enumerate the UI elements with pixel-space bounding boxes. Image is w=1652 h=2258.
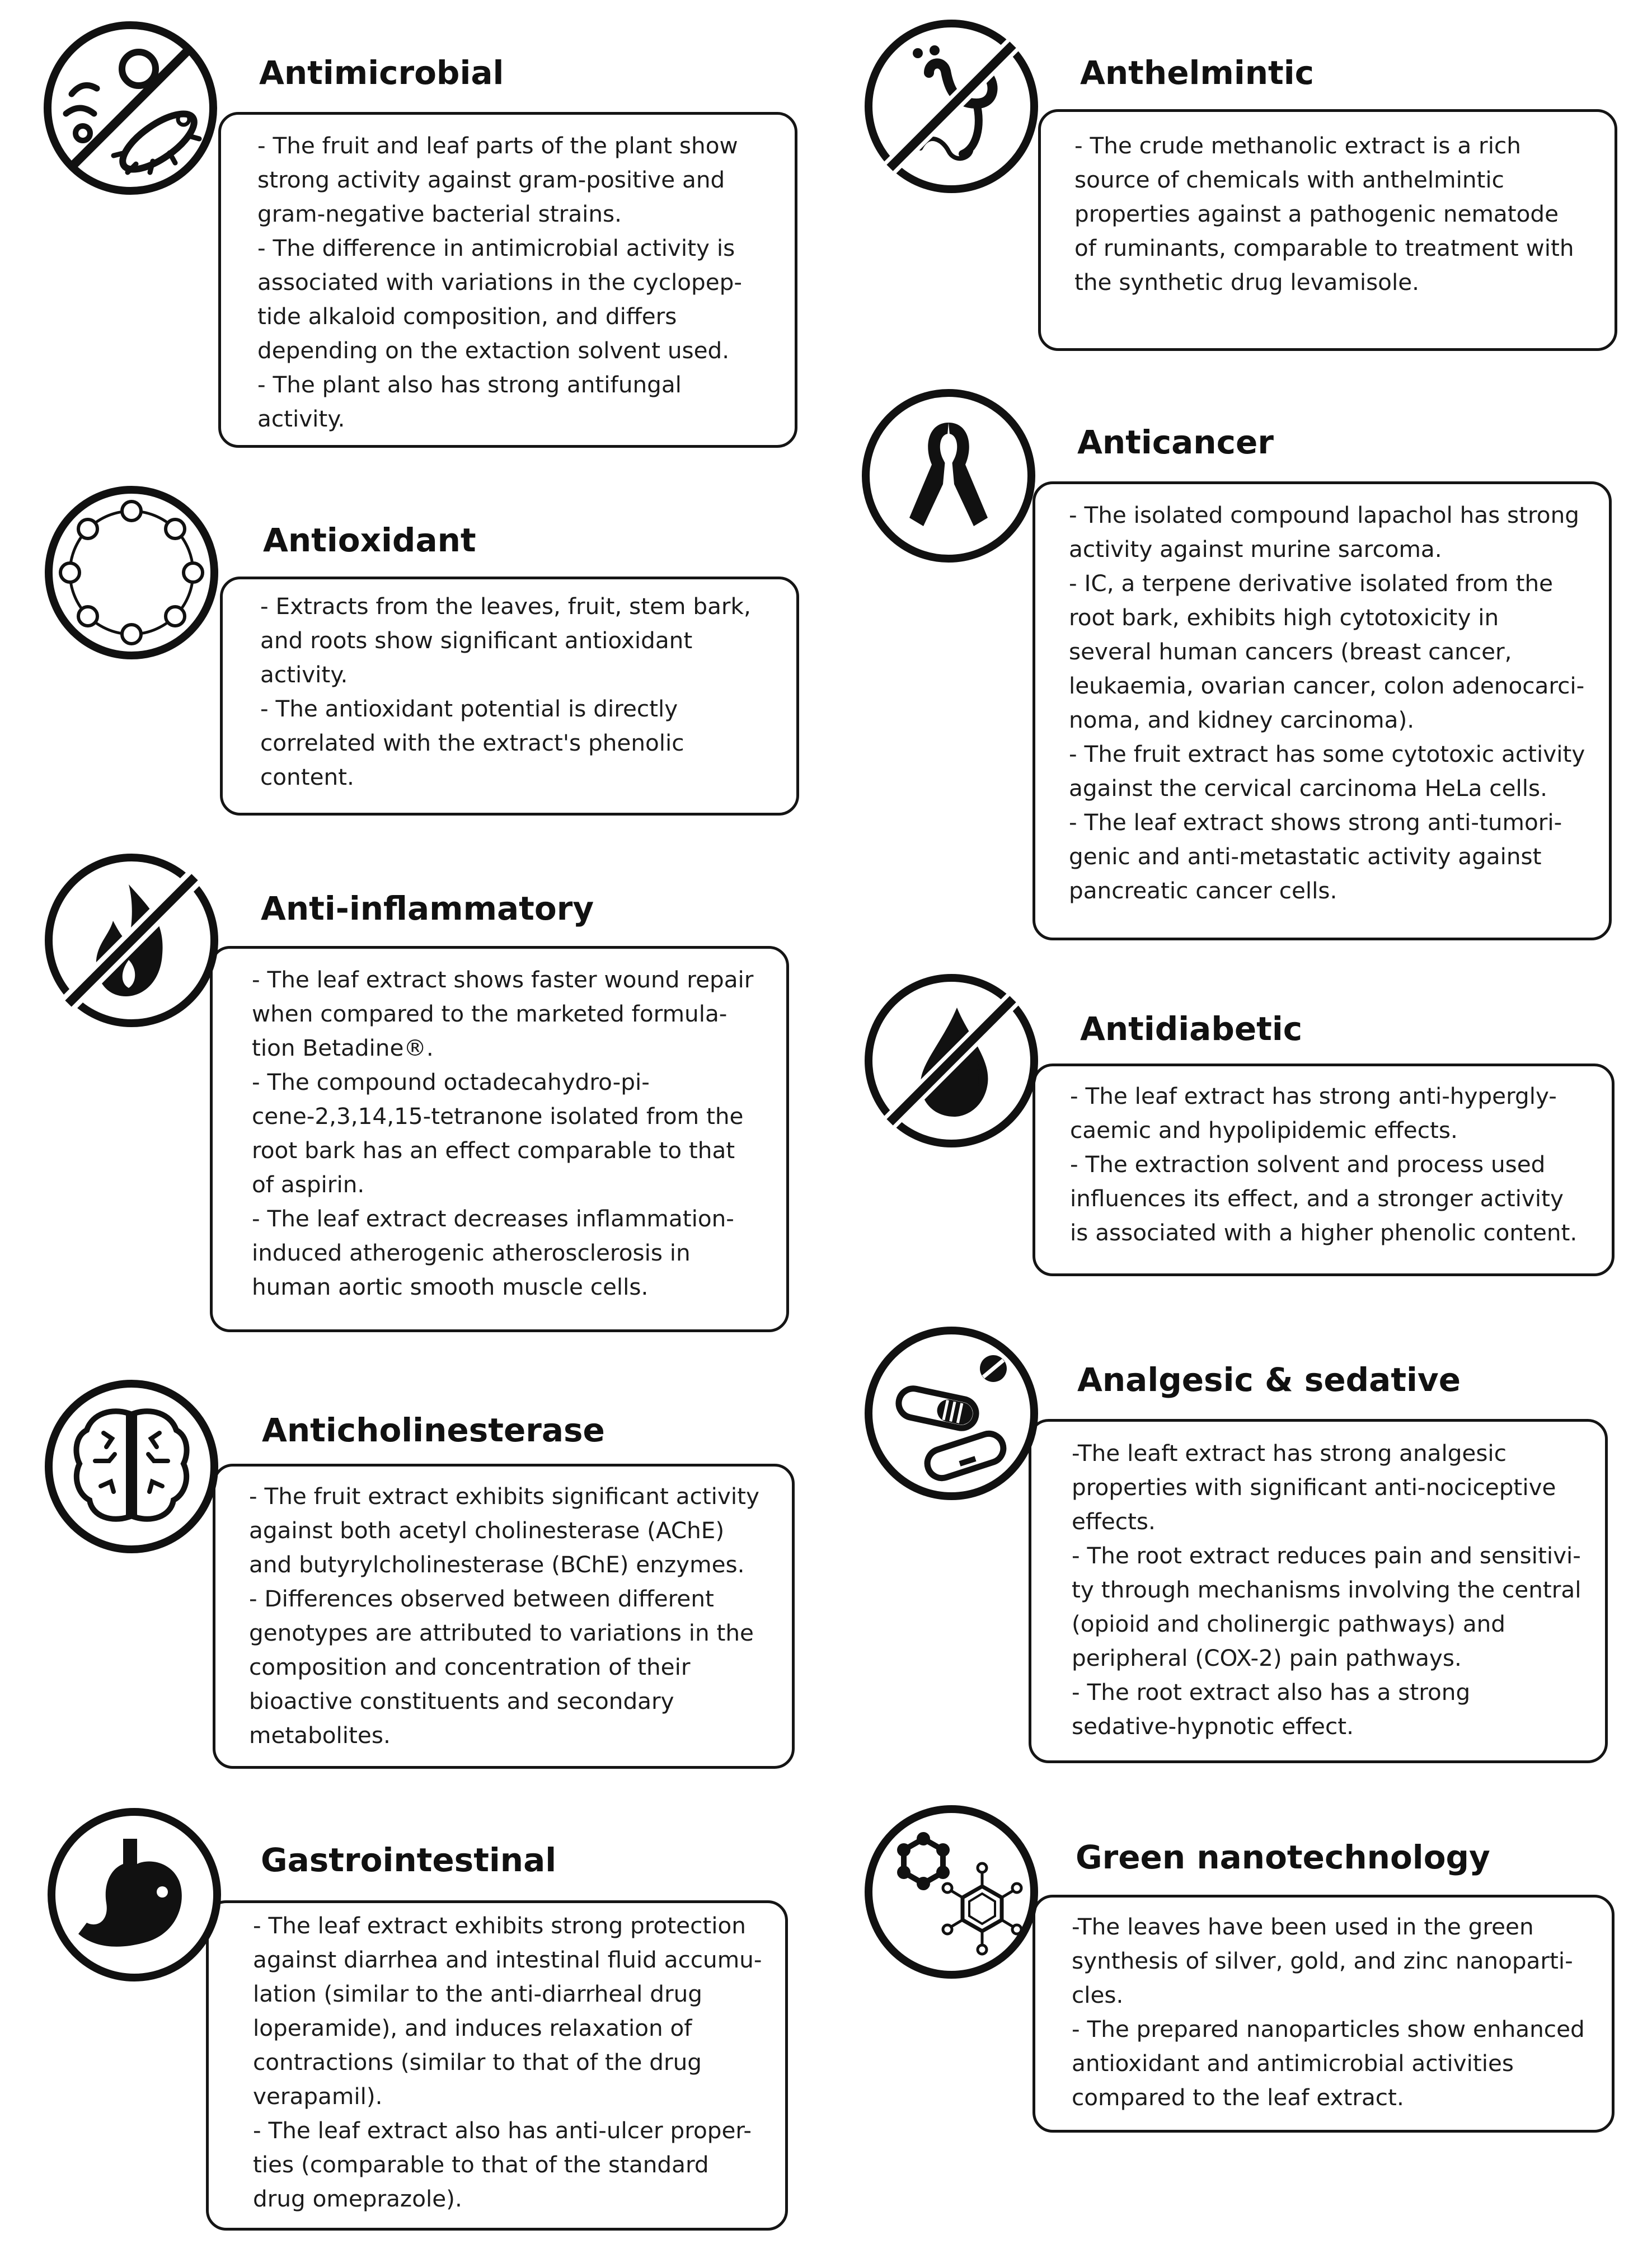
anticholinesterase-text: [249, 1479, 759, 1753]
text-line: - The leaf extract also has anti-ulcer proper-: [253, 2117, 752, 2144]
text-line: - IC, a terpene derivative isolated from the: [1069, 570, 1554, 597]
text-line: peripheral (COX-2) pain pathways.: [1072, 1645, 1462, 1671]
text-line: associated with variations in the cyclopep-: [257, 269, 742, 296]
text-line: against the cervical carcinoma HeLa cells.: [1069, 775, 1547, 802]
text-line: against diarrhea and intestinal fluid accumu-: [253, 1946, 762, 1973]
text-line: genic and anti-metastatic activity against: [1069, 843, 1542, 870]
text-line: strong activity against gram-positive and: [257, 166, 725, 193]
text-line: sedative-hypnotic effect.: [1072, 1713, 1354, 1740]
text-line: human aortic smooth muscle cells.: [252, 1273, 649, 1300]
text-line: drug omeprazole).: [253, 2185, 462, 2212]
anticancer-title: Anticancer: [1077, 423, 1274, 461]
text-line: - The fruit extract has some cytotoxic activity: [1069, 741, 1585, 767]
text-line: synthesis of silver, gold, and zinc nanoparti-: [1072, 1947, 1573, 1974]
text-line: ties (comparable to that of the standard: [253, 2151, 709, 2178]
text-line: source of chemicals with anthelmintic: [1074, 166, 1504, 193]
text-line: composition and concentration of their: [249, 1653, 691, 1680]
text-line: - The leaf extract decreases inflammation-: [252, 1205, 734, 1232]
text-line: properties with significant anti-nociceptive: [1072, 1474, 1556, 1501]
antidiabetic-title: Antidiabetic: [1080, 1010, 1303, 1048]
analgesic-title: Analgesic & sedative: [1077, 1361, 1461, 1399]
text-line: cles.: [1072, 1981, 1124, 2008]
text-line: - The compound octadecahydro-pi-: [252, 1069, 650, 1095]
anticholinesterase-title: Anticholinesterase: [262, 1411, 605, 1449]
text-line: the synthetic drug levamisole.: [1074, 269, 1420, 296]
text-line: - The plant also has strong antifungal: [257, 371, 682, 398]
text-line: root bark, exhibits high cytotoxicity in: [1069, 604, 1499, 631]
antioxidant-title: Antioxidant: [263, 521, 476, 559]
text-line: - The fruit and leaf parts of the plant show: [257, 132, 738, 159]
text-line: antioxidant and antimicrobial activities: [1072, 2050, 1514, 2077]
text-line: noma, and kidney carcinoma).: [1069, 706, 1415, 733]
nanoparticle-molecule-icon: [865, 1805, 1038, 1979]
text-line: - The root extract also has a strong: [1072, 1679, 1471, 1706]
text-line: against both acetyl cholinesterase (AChE): [249, 1517, 725, 1544]
text-line: when compared to the marketed formula-: [252, 1000, 728, 1027]
text-line: - The root extract reduces pain and sensitivi-: [1072, 1542, 1581, 1569]
text-line: - The extraction solvent and process used: [1070, 1151, 1546, 1178]
text-line: cene-2,3,14,15-tetranone isolated from the: [252, 1103, 744, 1130]
text-line: gram-negative bacterial strains.: [257, 200, 622, 227]
brain-icon: [45, 1380, 218, 1553]
text-line: contractions (similar to that of the drug: [253, 2049, 702, 2076]
bacteria-prohibited-icon: [44, 21, 217, 195]
text-line: - Extracts from the leaves, fruit, stem bark,: [260, 593, 751, 620]
text-line: pancreatic cancer cells.: [1069, 877, 1337, 904]
antioxidant-text: [260, 589, 751, 794]
text-line: activity against murine sarcoma.: [1069, 536, 1442, 563]
anthelmintic-title: Anthelmintic: [1080, 54, 1315, 92]
text-line: ty through mechanisms involving the central: [1072, 1576, 1581, 1603]
text-line: - The prepared nanoparticles show enhanced: [1072, 2016, 1585, 2042]
text-line: is associated with a higher phenolic content.: [1070, 1219, 1578, 1246]
cancer-ribbon-icon: [862, 389, 1035, 563]
anthelmintic-text: [1074, 129, 1574, 299]
text-line: effects.: [1072, 1508, 1156, 1535]
text-line: tion Betadine®.: [252, 1034, 434, 1061]
text-line: compared to the leaf extract.: [1072, 2084, 1404, 2111]
text-line: depending on the extaction solvent used.: [257, 337, 730, 364]
text-line: loperamide), and induces relaxation of: [253, 2015, 692, 2041]
text-line: of ruminants, comparable to treatment with: [1074, 235, 1574, 261]
text-line: metabolites.: [249, 1722, 391, 1749]
molecule-ring-icon: [45, 486, 218, 659]
text-line: bioactive constituents and secondary: [249, 1688, 674, 1714]
text-line: - The difference in antimicrobial activity is: [257, 235, 735, 261]
text-line: - The leaf extract has strong anti-hypergly-: [1070, 1083, 1557, 1109]
text-line: -The leaves have been used in the green: [1072, 1913, 1534, 1940]
gastrointestinal-title: Gastrointestinal: [261, 1841, 557, 1879]
text-line: activity.: [260, 661, 348, 688]
text-line: caemic and hypolipidemic effects.: [1070, 1117, 1458, 1144]
flame-prohibited-icon: [45, 854, 218, 1027]
text-line: - The crude methanolic extract is a rich: [1074, 132, 1521, 159]
worm-prohibited-icon: [865, 20, 1038, 193]
text-line: lation (similar to the anti-diarrheal drug: [253, 1980, 702, 2007]
text-line: genotypes are attributed to variations in the: [249, 1619, 754, 1646]
text-line: content.: [260, 763, 354, 790]
stomach-icon: [48, 1808, 221, 1981]
pills-icon: [865, 1327, 1038, 1500]
antimicrobial-title: Antimicrobial: [259, 54, 504, 92]
gastrointestinal-text: [253, 1909, 762, 2216]
text-line: leukaemia, ovarian cancer, colon adenocarci-: [1069, 672, 1585, 699]
text-line: - The leaf extract shows faster wound repair: [252, 966, 754, 993]
anti-inflammatory-text: [252, 963, 753, 1304]
text-line: (opioid and cholinergic pathways) and: [1072, 1610, 1506, 1637]
text-line: properties against a pathogenic nematode: [1074, 200, 1559, 227]
analgesic-text: [1072, 1436, 1581, 1744]
green-nanotech-text: [1072, 1910, 1585, 2115]
text-line: and roots show significant antioxidant: [260, 627, 693, 654]
text-line: - The leaf extract shows strong anti-tumori-: [1069, 809, 1562, 836]
drop-prohibited-icon: [865, 974, 1038, 1147]
text-line: -The leaft extract has strong analgesic: [1072, 1440, 1506, 1467]
text-line: influences its effect, and a stronger activity: [1070, 1185, 1564, 1212]
anti-inflammatory-title: Anti-inflammatory: [261, 889, 594, 927]
text-line: of aspirin.: [252, 1171, 365, 1198]
text-line: verapamil).: [253, 2083, 383, 2110]
text-line: several human cancers (breast cancer,: [1069, 638, 1512, 665]
text-line: - The fruit extract exhibits significant activity: [249, 1483, 760, 1510]
green-nanotech-title: Green nanotechnology: [1076, 1838, 1490, 1876]
text-line: - Differences observed between different: [249, 1585, 714, 1612]
text-line: root bark has an effect comparable to that: [252, 1137, 735, 1164]
antidiabetic-text: [1070, 1079, 1577, 1250]
text-line: induced atherogenic atherosclerosis in: [252, 1239, 691, 1266]
antimicrobial-text: [257, 129, 742, 436]
text-line: correlated with the extract's phenolic: [260, 729, 684, 756]
text-line: - The antioxidant potential is directly: [260, 695, 678, 722]
text-line: - The isolated compound lapachol has strong: [1069, 502, 1579, 528]
text-line: - The leaf extract exhibits strong protection: [253, 1912, 746, 1939]
text-line: tide alkaloid composition, and differs: [257, 303, 677, 330]
anticancer-text: [1069, 498, 1585, 908]
text-line: activity.: [257, 405, 345, 432]
text-line: and butyrylcholinesterase (BChE) enzymes.: [249, 1551, 745, 1578]
